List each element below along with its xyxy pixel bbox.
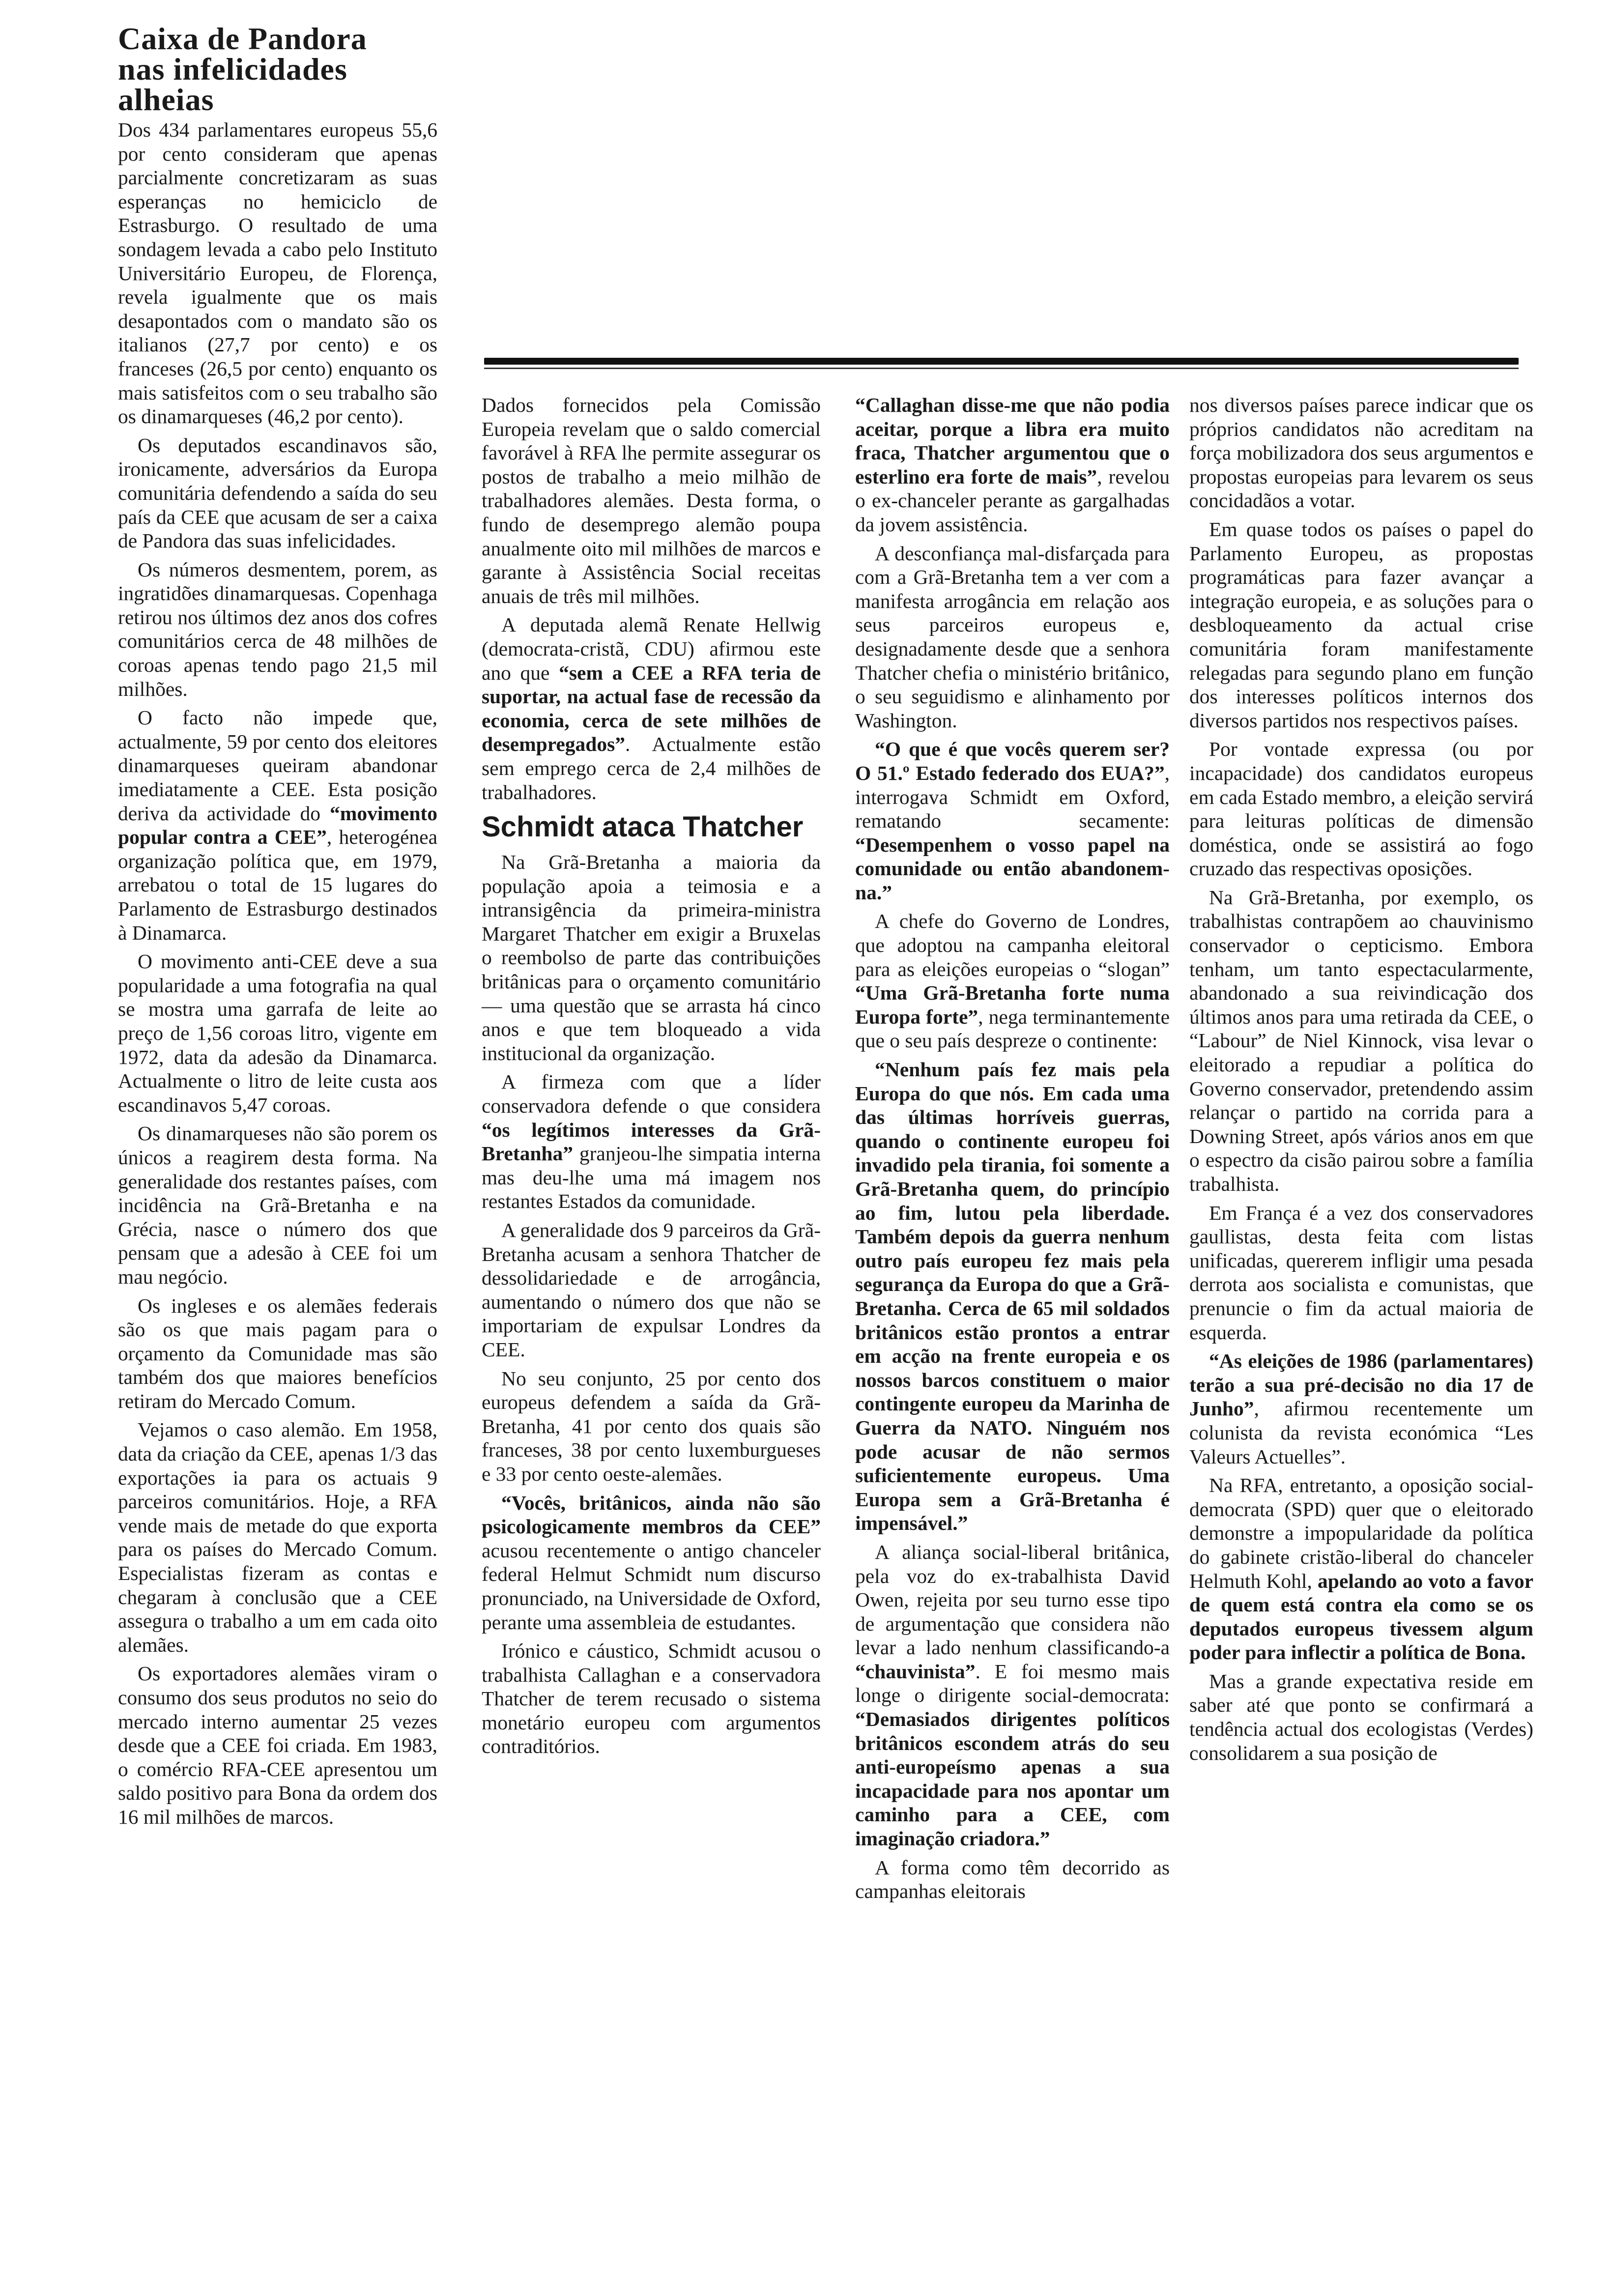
- text-run: , interrogava Schmidt em Oxford, rematando secamente:: [855, 761, 1170, 832]
- subheading: Schmidt ataca Thatcher: [482, 811, 804, 843]
- paragraph: [855, 909, 1170, 1053]
- text-run: A chefe do Governo de Londres, que adoptou na campanha eleitoral para as eleições europeias o “slogan”: [855, 910, 1170, 980]
- paragraph: Os ingleses e os alemães federais são os que mais pagam para o orçamento da Comunidade mas são também dos que maiores benefícios retiram do Mercado Comum.: [118, 1294, 437, 1412]
- text-run: granjeou-lhe simpatia interna mas deu-lhe uma má imagem nos restantes Estados da comunidade.: [482, 1142, 821, 1213]
- text-run: , nega terminantemente que o seu país despreze o continente:: [855, 1005, 1170, 1052]
- paragraph: nos diversos países parece indicar que os próprios candidatos não acreditam na força mobilizadora dos seus argumentos e propostas europeias para levarem os seus concidadãos a votar.: [1189, 394, 1533, 512]
- text-run: O facto não impede que, actualmente, 59 por cento dos eleitores dinamarqueses queiram abandonar imediatamente a CEE. Esta posição deriva da actividade do: [118, 706, 437, 825]
- column-3: [855, 393, 1170, 1908]
- paragraph: Vejamos o caso alemão. Em 1958, data da criação da CEE, apenas 1/3 das exportações ia para os actuais 9 parceiros comunitários. Hoje, a RFA vende mais de metade do que exporta para os países do Mercado Comum. Especialistas fizeram as contas e chegaram à conclusão que a CEE assegura o trabalho a um em cada oito alemães.: [118, 1418, 437, 1656]
- text-run: , revelou o ex-chanceler perante as gargalhadas da jovem assistência.: [855, 465, 1170, 536]
- paragraph: No seu conjunto, 25 por cento dos europeus defendem a saída da Grã-Bretanha, 41 por cento dos quais são franceses, 38 por cento luxemburgueses e 33 por cento oeste-alemães.: [482, 1367, 821, 1485]
- paragraph: Em quase todos os países o papel do Parlamento Europeu, as propostas programáticas para fazer avançar a integração europeia, e as soluções para o desbloqueamento da actual crise comunitária foram manifestamente relegadas para segundo plano em função dos interesses políticos internos dos diversos partidos nos respectivos países.: [1189, 517, 1533, 732]
- quote-bold: “Nenhum país fez mais pela Europa do que nós. Em cada uma das últimas horríveis guerras, quando o continente europeu foi invadido pela tirania, foi somente a Grã-Bretanha quem, do princípio ao fim, lutou pela liberdade. Também depois da guerra nenhum outro país europeu fez mais pela segurança da Europa do que a Grã-Bretanha. Cerca de 65 mil soldados britânicos estão prontos a entrar em acção na frente europeia e os nossos barcos constituem o maior contingente europeu da Marinha de Guerra da NATO. Ninguém nos pode acusar de não sermos suficientemente europeus. Uma Europa sem a Grã-Bretanha é impensável.”: [855, 1058, 1170, 1535]
- paragraph: [855, 1540, 1170, 1851]
- quote-bold: apelando ao voto a favor de quem está contra ela como se os deputados europeus tivessem algum poder para inflectir a política de Bona.: [1189, 1569, 1534, 1664]
- column-4: [1189, 393, 1533, 1770]
- quote-bold: “Callaghan disse-me que não podia aceitar, porque a libra era muito fraca, Thatcher argumentou que o esterlino era forte de mais”: [855, 394, 1170, 488]
- section-divider-rule: [484, 358, 1519, 365]
- quote-bold: “sem a CEE a RFA teria de suportar, na actual fase de recessão da economia, cerca de sete milhões de desempregados”: [482, 661, 821, 756]
- quote-bold: “movimento popular contra a CEE”: [118, 802, 437, 849]
- text-run: . Actualmente estão sem emprego cerca de 2,4 milhões de trabalhadores.: [482, 733, 821, 804]
- paragraph: A forma como têm decorrido as campanhas eleitorais: [855, 1856, 1170, 1903]
- quote-bold: “chauvinista”: [855, 1660, 976, 1683]
- text-run: A deputada alemã Renate Hellwig (democrata-cristã, CDU) afirmou este ano que: [482, 613, 821, 684]
- paragraph: Mas a grande expectativa reside em saber até que ponto se confirmará a tendência actual dos ecologistas (Verdes) consolidarem a sua posição de: [1189, 1669, 1533, 1764]
- article-heading: [118, 21, 437, 117]
- paragraph: [855, 393, 1170, 537]
- paragraph: Dados fornecidos pela Comissão Europeia revelam que o saldo comercial favorável à RFA lhe permite assegurar os postos de trabalho a meio milhão de trabalhadores alemães. Desta forma, o fundo de desemprego alemão poupa anualmente oito mil milhões de marcos e garante à Assistência Social receitas anuais de três mil milhões.: [482, 394, 821, 607]
- text-run: A aliança social-liberal britânica, pela voz do ex-trabalhista David Owen, rejeita por seu turno esse tipo de argumentação que considera não levar a lado nenhum classificando-a: [855, 1540, 1170, 1659]
- heading-line-1: Caixa de Pandora: [118, 21, 367, 56]
- paragraph: [482, 1491, 821, 1635]
- quote-bold: “Demasiados dirigentes políticos britânicos escondem atrás do seu anti-europeísmo apenas a sua incapacidade para nos apontar um caminho para a CEE, com imaginação criadora.”: [855, 1708, 1170, 1850]
- quote-bold: “Uma Grã-Bretanha forte numa Europa forte”: [855, 981, 1170, 1028]
- column-2: [482, 393, 821, 1763]
- quote-bold: “Vocês, britânicos, ainda não são psicologicamente membros da CEE”: [482, 1491, 821, 1538]
- paragraph: Na Grã-Bretanha, por exemplo, os trabalhistas contrapõem ao chauvinismo conservador o cepticismo. Embora tenham, um tanto espectacularmente, abandonado a sua reivindicação dos últimos anos para uma retirada da CEE, o “Labour” de Niel Kinnock, visa levar o eleitorado a repudiar a política do Governo conservador, pretendendo assim relançar o partido na corrida para a Downing Street, após vários anos em que o espectro da cisão pairou sobre a família trabalhista.: [1189, 886, 1533, 1195]
- quote-bold: “As eleições de 1986 (parlamentares) terão a sua pré-decisão no dia 17 de Junho”: [1189, 1349, 1533, 1420]
- paragraph: [1189, 1473, 1533, 1665]
- quote-bold: “O que é que vocês querem ser? O 51.º Estado federado dos EUA?”: [855, 738, 1170, 784]
- text-run: acusou recentemente o antigo chanceler federal Helmut Schmidt num discurso pronunciado, na Universidade de Oxford, perante uma assembleia de estudantes.: [482, 1539, 821, 1634]
- paragraph: [482, 613, 821, 804]
- paragraph: O movimento anti-CEE deve a sua popularidade a uma fotografia na qual se mostra uma garrafa de leite ao preço de 1,56 coroas litro, vigente em 1972, data da adesão da Dinamarca. Actualmente o litro de leite custa aos escandinavos 5,47 coroas.: [118, 950, 437, 1116]
- text-run: Na RFA, entretanto, a oposição social-democrata (SPD) quer que o eleitorado demonstre a impopularidade da política do gabinete cristão-liberal do chanceler Helmuth Kohl,: [1189, 1474, 1533, 1592]
- paragraph: A desconfiança mal-disfarçada para com a Grã-Bretanha tem a ver com a manifesta arrogância em relação aos seus parceiros europeus e, designadamente desde que a senhora Thatcher chefia o ministério britânico, o seu seguidismo e alinhamento por Washington.: [855, 542, 1170, 732]
- paragraph: Na Grã-Bretanha a maioria da população apoia a teimosia e a intransigência da primeira-ministra Margaret Thatcher em exigir a Bruxelas o reembolso de parte das contribuições britânicas para o orçamento comunitário — uma questão que se arrasta há cinco anos e que tem bloqueado a vida institucional da organização.: [482, 851, 821, 1064]
- paragraph: Os números desmentem, porem, as ingratidões dinamarquesas. Copenhaga retirou nos últimos dez anos dos cofres comunitários cerca de 48 milhões de coroas apenas tendo pago 21,5 mil milhões.: [118, 558, 437, 700]
- heading-line-2: nas infelicidades alheias: [118, 52, 347, 117]
- quote-bold: “Desempenhem o vosso papel na comunidade ou então abandonem-na.”: [855, 833, 1170, 904]
- paragraph: Os exportadores alemães viram o consumo dos seus produtos no seio do mercado interno aumentar 25 vezes desde que a CEE foi criada. Em 1983, o comércio RFA-CEE apresentou um saldo positivo para Bona da ordem dos 16 mil milhões de marcos.: [118, 1662, 437, 1828]
- paragraph: Os dinamarqueses não são porem os únicos a reagirem desta forma. Na generalidade dos restantes países, com incidência na Grã-Bretanha e na Grécia, nasce o número dos que pensam que a adesão à CEE foi um mau negócio.: [118, 1122, 437, 1288]
- paragraph: [855, 737, 1170, 904]
- paragraph: Irónico e cáustico, Schmidt acusou o trabalhista Callaghan e a conservadora Thatcher de terem recusado o sistema monetário europeu com argumentos contraditórios.: [482, 1639, 821, 1758]
- paragraph: Os deputados escandinavos são, ironicamente, adversários da Europa comunitária defendendo a saída do seu país da CEE que acusam de ser a caixa de Pandora das suas infelicidades.: [118, 433, 437, 552]
- paragraph: [118, 706, 437, 945]
- paragraph: Por vontade expressa (ou por incapacidade) dos candidatos europeus em cada Estado membro, a eleição servirá para leituras políticas de dimensão doméstica, onde se assistirá ao fogo cruzado das respectivas oposições.: [1189, 738, 1533, 880]
- paragraph: A generalidade dos 9 parceiros da Grã-Bretanha acusam a senhora Thatcher de dessolidariedade e de arrogância, aumentando o número dos que não se importariam de expulsar Londres da CEE.: [482, 1219, 821, 1361]
- text-run: , afirmou recentemente um colunista da revista económica “Les Valeurs Actuelles”.: [1189, 1397, 1533, 1468]
- column-1: [118, 21, 438, 1834]
- quote-bold: “os legítimos interesses da Grã-Bretanha”: [482, 1118, 821, 1165]
- text-run: . E foi mesmo mais longe o dirigente social-democrata:: [855, 1660, 1170, 1707]
- text-run: , heterogénea organização política que, em 1979, arrebatou o total de 15 lugares do Parlamento de Estrasburgo destinados à Dinamarca.: [118, 826, 438, 944]
- paragraph: [482, 1070, 821, 1213]
- text-run: A firmeza com que a líder conservadora defende o que considera: [482, 1070, 821, 1118]
- paragraph: Em França é a vez dos conservadores gaullistas, desta feita com listas unificadas, quererem infligir uma pesada derrota aos socialista e comunistas, que prenuncie o fim da actual maioria de esquerda.: [1189, 1201, 1533, 1344]
- paragraph: [855, 1058, 1170, 1535]
- paragraph: Dos 434 parlamentares europeus 55,6 por cento consideram que apenas parcialmente concretizaram as suas esperanças no hemiciclo de Estrasburgo. O resultado de uma sondagem levada a cabo pelo Instituto Universitário Europeu, de Florença, revela igualmente que os mais desapontados com o mandato são os italianos (27,7 por cento) e os franceses (26,5 por cento) enquanto os mais satisfeitos com o seu trabalho são os dinamarqueses (46,2 por cento).: [118, 118, 437, 428]
- paragraph: [1189, 1349, 1533, 1468]
